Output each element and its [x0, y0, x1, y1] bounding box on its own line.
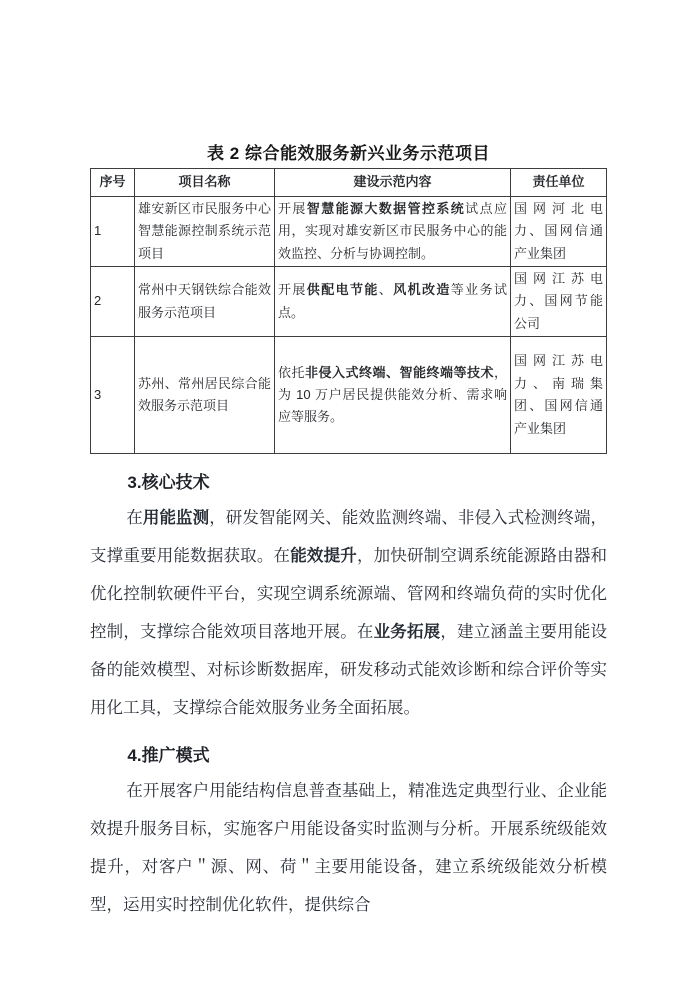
- header-build-content: 建设示范内容: [275, 169, 511, 197]
- table-header-row: [91, 169, 607, 197]
- section-heading-promotion: 4.推广模式: [127, 746, 210, 766]
- cell-unit: 国网江苏电力、南瑞集团、国网信通产业集团: [511, 337, 607, 454]
- cell-unit: 国网江苏电力、国网节能公司: [511, 267, 607, 337]
- paragraph-core-tech: 在用能监测，研发智能网关、能效监测终端、非侵入式检测终端，支撑重要用能数据获取。在能效提升，加快研制空调系统能源路由器和优化控制软硬件平台，实现空调系统源端、管网和终端负荷的实时优化控制，支撑综合能效项目落地开展。在业务拓展，建立涵盖主要用能设备的能效模型、对标诊断数据库，研发移动式能效诊断和综合评价等实用化工具，支撑综合能效服务业务全面拓展。: [90, 509, 608, 718]
- cell-build-content: 开展供配电节能、风机改造等业务试点。: [275, 267, 511, 337]
- cell-build-content: 依托非侵入式终端、智能终端等技术，为 10 万户居民提供能效分析、需求响应等服务。: [275, 337, 511, 454]
- demo-projects-table: [90, 168, 607, 454]
- paragraph-promotion: 在开展客户用能结构信息普查基础上，精准选定典型行业、企业能效提升服务目标，实施客户用能设备实时监测与分析。开展系统级能效提升，对客户＂源、网、荷＂主要用能设备，建立系统级能效分析模型，运用实时控制优化软件，提供综合: [90, 782, 607, 915]
- header-project-name: 项目名称: [135, 169, 275, 197]
- cell-build-content: 开展智慧能源大数据管控系统试点应用，实现对雄安新区市民服务中心的能效监控、分析与协调控制。: [275, 197, 511, 267]
- cell-project-name: 雄安新区市民服务中心智慧能源控制系统示范项目: [135, 197, 275, 267]
- table-row: [91, 197, 607, 267]
- header-seq: 序号: [91, 169, 135, 197]
- document-content: [90, 139, 607, 924]
- cell-unit: 国网河北电力、国网信通产业集团: [511, 197, 607, 267]
- cell-project-name: 常州中天钢铁综合能效服务示范项目: [135, 267, 275, 337]
- table-row: [91, 267, 607, 337]
- section-heading-core-tech: 3.核心技术: [127, 473, 210, 493]
- cell-seq: 1: [91, 197, 135, 267]
- cell-seq: 3: [91, 337, 135, 454]
- table-title: 表 2 综合能效服务新兴业务示范项目: [207, 144, 490, 163]
- cell-project-name: 苏州、常州居民综合能效服务示范项目: [135, 337, 275, 454]
- header-unit: 责任单位: [511, 169, 607, 197]
- cell-seq: 2: [91, 267, 135, 337]
- table-row: [91, 337, 607, 454]
